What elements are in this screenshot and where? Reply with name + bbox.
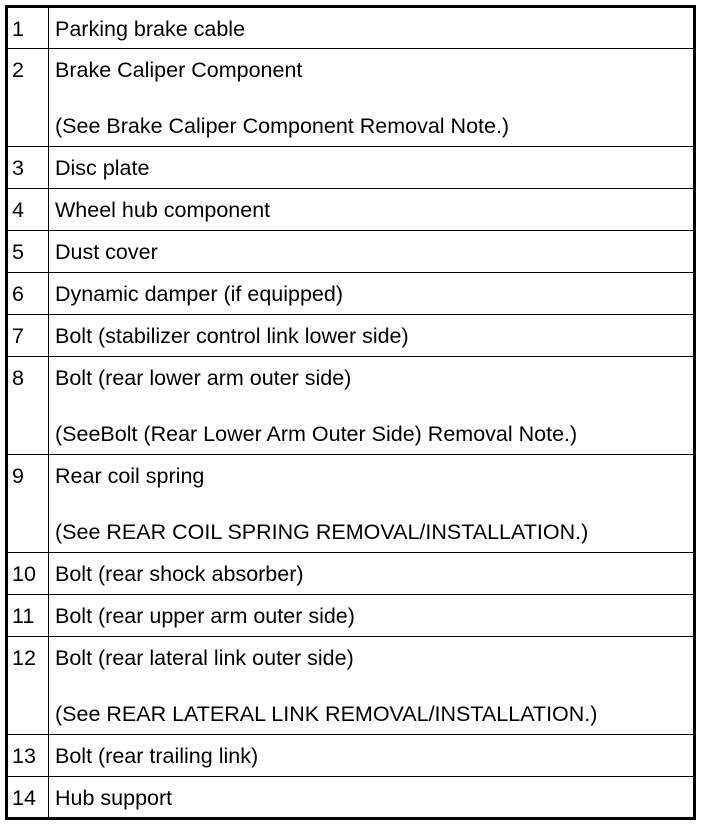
item-note: (See REAR LATERAL LINK REMOVAL/INSTALLATION.)	[55, 702, 598, 726]
parts-table-body	[7, 7, 695, 819]
item-label: Bolt (stabilizer control link lower side)	[55, 324, 409, 348]
item-description	[49, 273, 695, 315]
item-label: Bolt (rear trailing link)	[55, 744, 259, 768]
item-description	[49, 315, 695, 357]
item-label: Dynamic damper (if equipped)	[55, 282, 343, 306]
item-number: 7	[7, 315, 49, 357]
item-label: Parking brake cable	[55, 17, 246, 41]
item-note: (See Brake Caliper Component Removal Note.)	[55, 114, 510, 138]
table-row	[7, 273, 695, 315]
item-number: 2	[7, 49, 49, 147]
item-number: 13	[7, 735, 49, 777]
item-label: Brake Caliper Component	[55, 58, 303, 82]
item-label: Bolt (rear upper arm outer side)	[55, 604, 355, 628]
table-row	[7, 147, 695, 189]
item-number: 14	[7, 777, 49, 819]
table-row	[7, 357, 695, 455]
item-description	[49, 189, 695, 231]
item-label: Hub support	[55, 786, 173, 810]
item-description	[49, 735, 695, 777]
table-row	[7, 231, 695, 273]
item-number: 11	[7, 595, 49, 637]
item-number: 8	[7, 357, 49, 455]
table-row	[7, 735, 695, 777]
item-description	[49, 637, 695, 735]
item-label: Rear coil spring	[55, 464, 205, 488]
item-description	[49, 7, 695, 49]
item-description	[49, 49, 695, 147]
item-label: Bolt (rear shock absorber)	[55, 562, 304, 586]
parts-table	[5, 5, 696, 820]
item-label: Wheel hub component	[55, 198, 271, 222]
item-number: 12	[7, 637, 49, 735]
item-note: (See REAR COIL SPRING REMOVAL/INSTALLATION.)	[55, 520, 589, 544]
item-description	[49, 777, 695, 819]
item-number: 9	[7, 455, 49, 553]
table-row	[7, 189, 695, 231]
item-number: 5	[7, 231, 49, 273]
item-number: 6	[7, 273, 49, 315]
table-row	[7, 49, 695, 147]
item-note: (SeeBolt (Rear Lower Arm Outer Side) Removal Note.)	[55, 422, 578, 446]
item-number: 10	[7, 553, 49, 595]
item-label: Disc plate	[55, 156, 150, 180]
item-description	[49, 553, 695, 595]
table-row	[7, 315, 695, 357]
item-description	[49, 147, 695, 189]
table-row	[7, 637, 695, 735]
item-description	[49, 357, 695, 455]
table-row	[7, 553, 695, 595]
item-description	[49, 231, 695, 273]
table-row	[7, 7, 695, 49]
table-row	[7, 455, 695, 553]
item-number: 1	[7, 7, 49, 49]
item-description	[49, 455, 695, 553]
item-description	[49, 595, 695, 637]
table-row	[7, 595, 695, 637]
item-label: Dust cover	[55, 240, 158, 264]
item-label: Bolt (rear lateral link outer side)	[55, 646, 354, 670]
table-row	[7, 777, 695, 819]
item-label: Bolt (rear lower arm outer side)	[55, 366, 352, 390]
item-number: 4	[7, 189, 49, 231]
item-number: 3	[7, 147, 49, 189]
